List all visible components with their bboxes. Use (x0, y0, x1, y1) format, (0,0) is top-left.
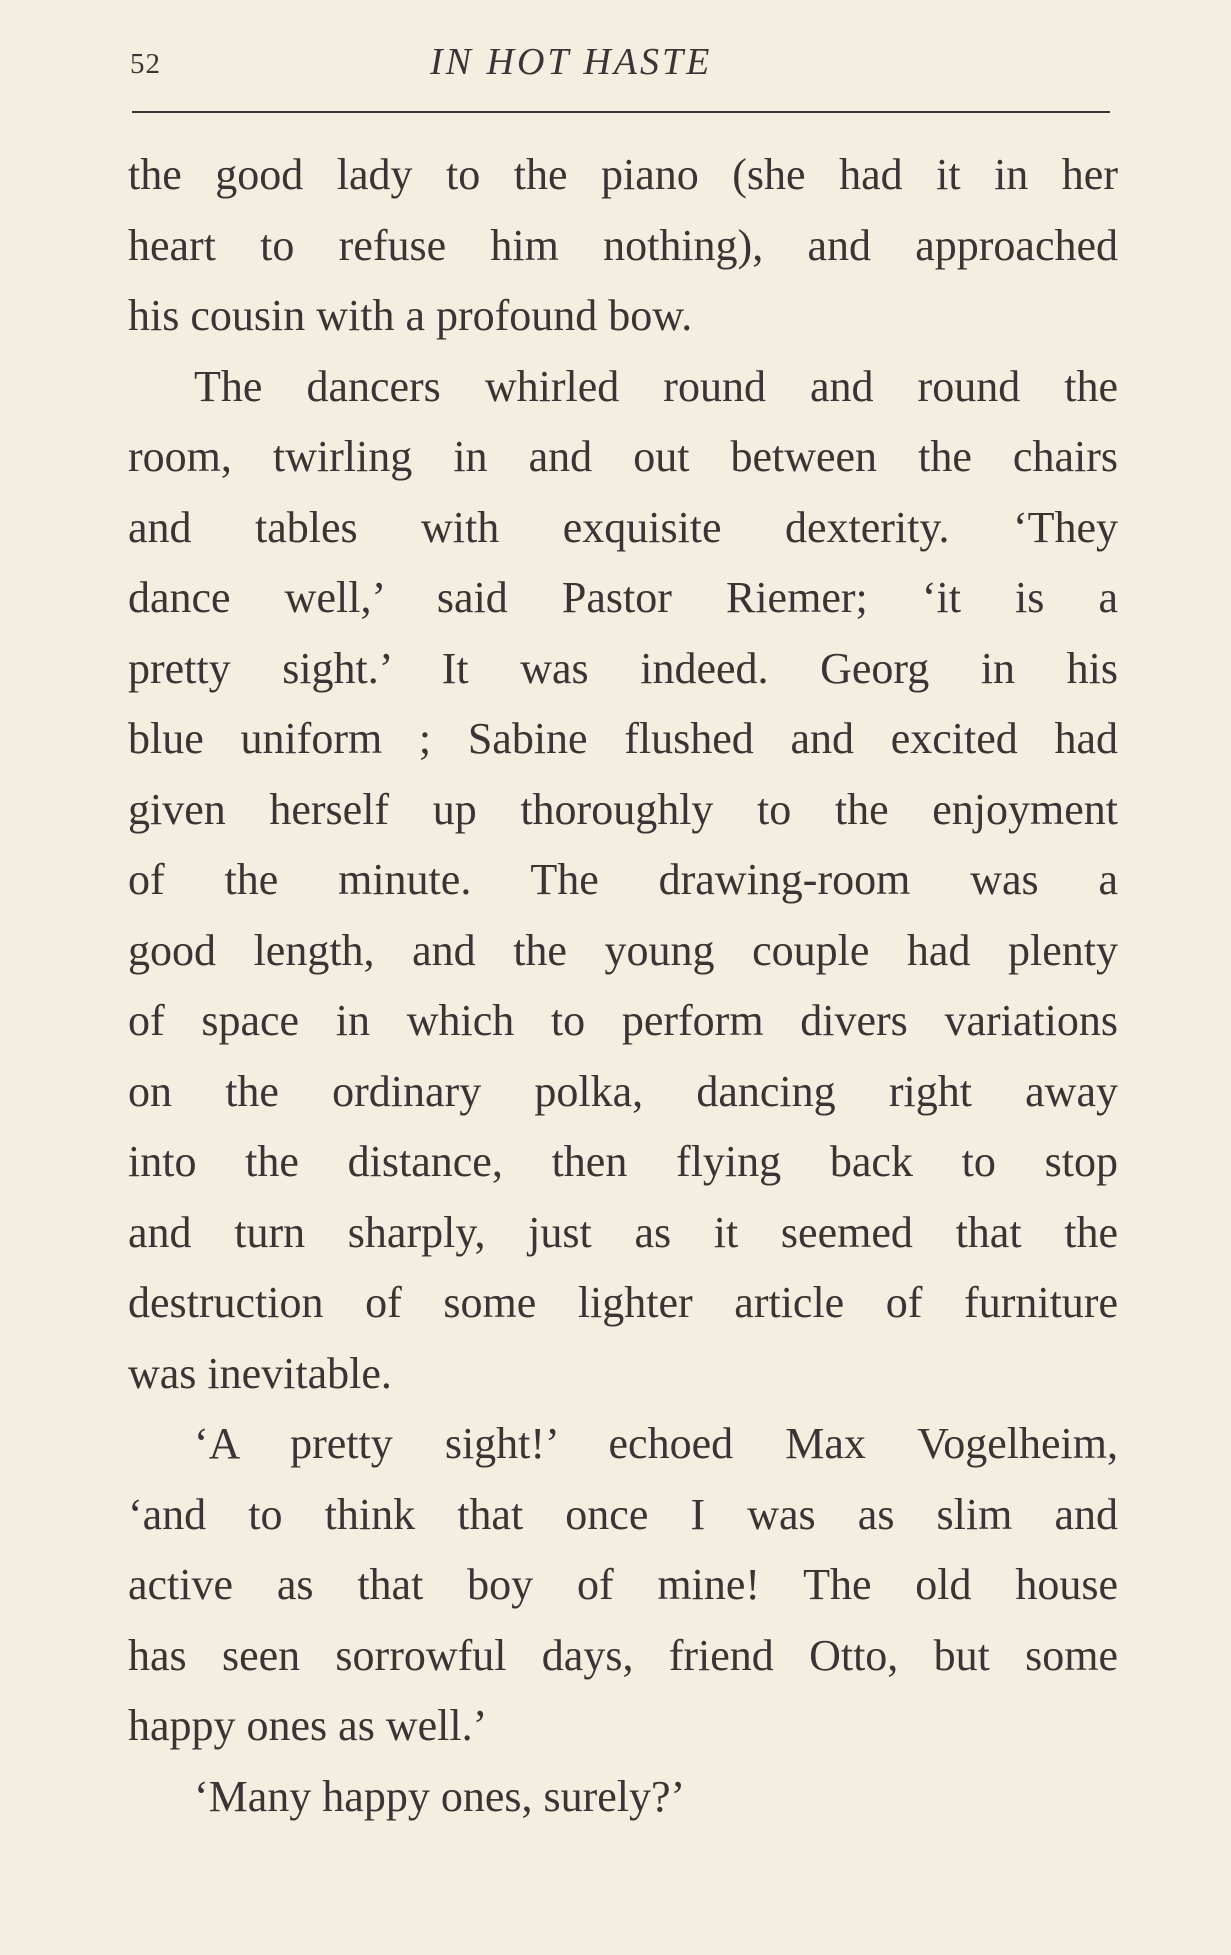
text-line: his cousin with a profound bow. (128, 291, 693, 340)
page-header (130, 36, 1110, 96)
text-line: ‘A pretty sight!’ echoed Max Vogelheim, (194, 1419, 1118, 1468)
text-line: destruction of some lighter article of furniture (128, 1278, 1118, 1327)
text-line: ‘and to think that once I was as slim and (128, 1489, 1118, 1539)
text-line: good length, and the young couple had plenty (128, 925, 1118, 975)
text-line: happy ones as well.’ (128, 1701, 488, 1750)
text-line: into the distance, then flying back to stop (128, 1137, 1118, 1186)
body-text (128, 140, 1118, 1832)
text-line: The dancers whirled round and round the (194, 361, 1118, 411)
page-number: 52 (130, 48, 161, 80)
text-line: of the minute. The drawing-room was a (128, 855, 1118, 904)
text-line: ‘Many happy ones, surely?’ (194, 1771, 686, 1821)
text-line: blue uniform ; Sabine flushed and excited had (128, 714, 1118, 763)
text-line: dance well,’ said Pastor Riemer; ‘it is a (128, 573, 1118, 622)
text-line: and turn sharply, just as it seemed that the (128, 1207, 1118, 1257)
text-line: and tables with exquisite dexterity. ‘They (128, 502, 1118, 552)
text-line: heart to refuse him nothing), and approached (128, 220, 1118, 270)
text-line: has seen sorrowful days, friend Otto, but some (128, 1630, 1118, 1680)
text-line: active as that boy of mine! The old house (128, 1560, 1118, 1609)
text-line: the good lady to the piano (she had it in her (128, 150, 1118, 199)
text-line: of space in which to perform divers variations (128, 996, 1118, 1045)
header-rule (132, 111, 1110, 113)
running-head: IN HOT HASTE (430, 41, 713, 83)
text-line: room, twirling in and out between the chairs (128, 432, 1118, 481)
text-line: pretty sight.’ It was indeed. Georg in his (128, 643, 1118, 693)
text-line: was inevitable. (128, 1348, 392, 1398)
text-line: given herself up thoroughly to the enjoyment (128, 784, 1118, 834)
text-line: on the ordinary polka, dancing right away (128, 1066, 1118, 1116)
